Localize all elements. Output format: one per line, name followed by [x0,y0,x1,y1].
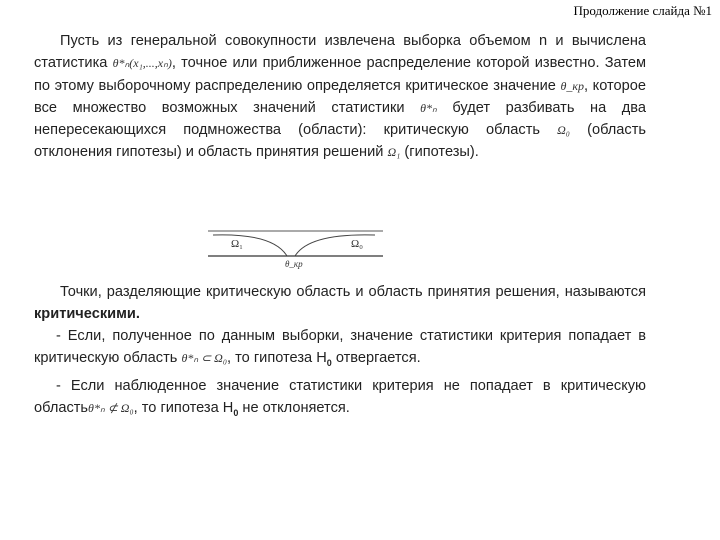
intro-text-6: (гипотезы). [404,144,479,161]
rule-accept-formula: θ*ₙ ⊄ Ω₀ [88,400,134,415]
rule-reject-h-sub: 0 [326,358,332,369]
rule-reject [34,325,646,375]
rules-block [34,325,646,424]
theta-formula: θ*ₙ [420,100,437,115]
rule-accept-text: - Если наблюденное значение статистики критерия не попадает в критическую область [34,377,646,416]
statistic-formula: θ*ₙ(x₁,...,xₙ) [112,56,172,71]
intro-text-2: , точное или приближенное распределение которой известно. Затем по этому выборочному распределению определяется критическое значение [34,55,646,94]
rule-accept-h-sub: 0 [233,407,239,418]
rule-reject-verdict: отвергается. [331,350,421,367]
rule-accept-result: , то гипотеза H [133,399,234,416]
critical-points-paragraph [34,281,646,326]
critical-region-diagram [205,222,385,272]
left-curve [213,235,287,256]
slide-caption: Продолжение слайда №1 [573,3,712,18]
intro-text-3: , которое все множество возможных значений статистики [34,77,646,116]
rule-reject-text: - Если, полученное по данным выборки, значение статистики критерия попадает в критическую область [34,328,646,367]
rule-reject-result: , то гипотеза H [227,350,327,367]
omega1-label: Ω₁ [231,238,244,250]
critical-points-text: Точки, разделяющие критическую область и область принятия решения, называются [60,284,646,300]
rule-reject-formula: θ*ₙ ⊂ Ω₀ [181,351,228,366]
rule-accept [34,375,646,425]
omega1-formula: Ω₁ [387,145,401,160]
omega0-formula: Ω₀ [557,123,570,138]
rule-accept-verdict: не отклоняется. [238,399,350,416]
intro-paragraph [34,30,646,164]
critical-term: критическими. [34,306,140,323]
intro-text-4: будет разбивать на два непересекающихся подмножества (области): критическую область [34,99,646,139]
intro-text-1: Пусть из генеральной совокупности извлечена выборка объемом n и вычислена статистика [34,33,646,72]
intro-text-5: (область отклонения гипотезы) и область принятия решений [34,122,646,161]
omega0-label: Ω₀ [351,238,364,250]
critical-value-formula: θ_кр [560,78,584,93]
critical-point-label: θ_кр [285,259,303,269]
